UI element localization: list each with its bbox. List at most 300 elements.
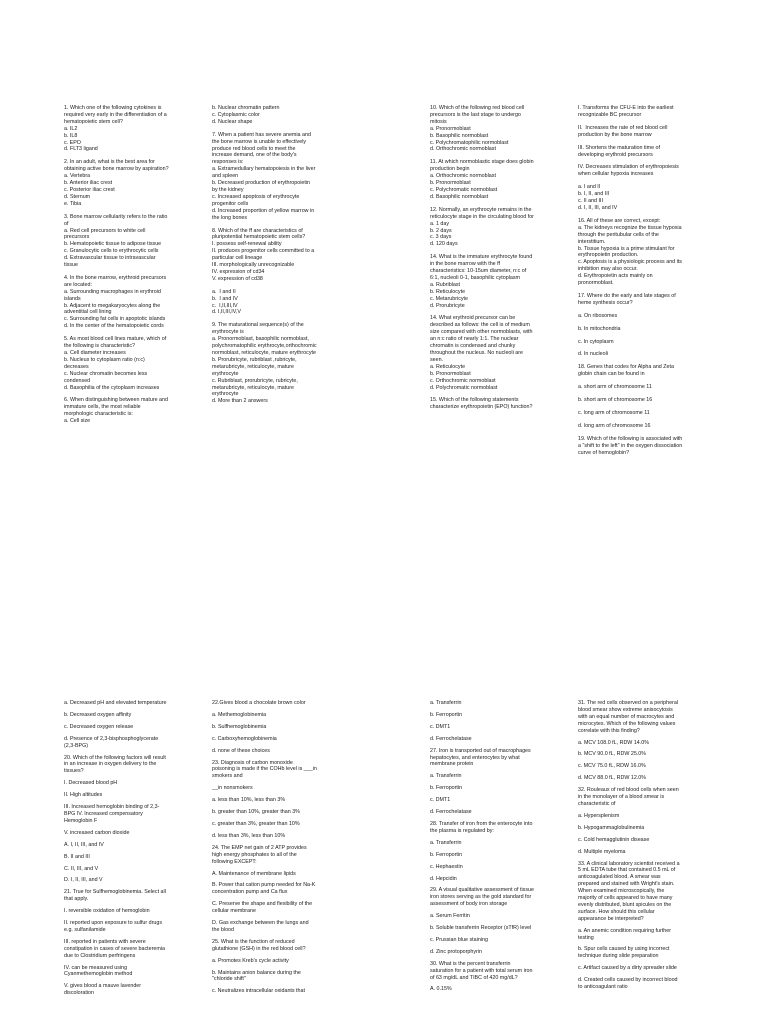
text-line: V. expression of cd38 (212, 275, 263, 282)
text-line: a. Surrounding macrophages in erythroid (64, 288, 161, 295)
text-line: immature cells, the most reliable (64, 404, 141, 411)
text-line: hematopoietic stem cell? (64, 118, 123, 125)
text-line: developing erythroid precursors (578, 151, 653, 158)
top-column-2 (212, 105, 372, 411)
question-block (430, 700, 580, 707)
text-line: b. short arm of chromosome 16 (578, 397, 653, 404)
text-line: a. Transferrin (430, 839, 462, 846)
text-line: 10. Which of the following red blood cell (430, 105, 525, 111)
text-line: c. Orthochromic normoblast (430, 377, 496, 384)
text-line: correlate with this finding? (578, 727, 640, 734)
text-line: a. An anemic condition requiring further (578, 927, 671, 934)
text-line: inhibition may also occur. (578, 266, 638, 273)
text-line: heme synthesis occur? (578, 299, 633, 306)
question-block (430, 961, 580, 982)
question-block (212, 105, 372, 126)
text-line: erythrocyte (212, 391, 239, 398)
text-line: d. MCV 88.0 fL, RDW 12.0% (578, 775, 647, 782)
text-line: adventitial cell lining (64, 309, 112, 316)
bottom-column-4 (578, 700, 738, 996)
text-line: d. Nuclear shape (212, 118, 253, 125)
text-line: BPG IV. Increased compensatory (64, 810, 143, 817)
question-block (578, 293, 738, 307)
question-block (578, 436, 738, 457)
text-line: 5. As most blood cell lines mature, which of (64, 336, 167, 343)
question-block (578, 825, 738, 832)
text-line: d. Created cells caused by incorrect blood (578, 977, 678, 984)
text-line: c. Hephaestin (430, 863, 463, 870)
text-line: d. Sternum (64, 193, 91, 200)
text-line: III. Shortens the maturation time of (578, 144, 660, 151)
text-line: a. Cell size (64, 418, 91, 425)
text-line: a. Transferrin (430, 773, 462, 780)
text-line: 6:1, nucleoli 0-1, basophilic cytoplasm (430, 274, 521, 281)
question-block (64, 724, 214, 731)
text-line: B. II and III (64, 853, 90, 860)
question-block (430, 736, 580, 743)
text-line: 32. Rouleaux of red blood cells when seen (578, 787, 679, 794)
text-line: __in nonsmokers (212, 785, 253, 792)
text-line: b. IL8 (64, 132, 78, 139)
question-block (64, 105, 214, 153)
text-line: due to Clostridium perfringens (64, 952, 136, 959)
question-block (64, 336, 214, 391)
text-line: prepared and stained with Wright's stain. (578, 881, 675, 888)
text-line: D. I, II, III, and V (64, 877, 103, 884)
text-line: a. Pronormoblast (430, 125, 471, 132)
text-line: b. Ferroportin (430, 711, 463, 718)
question-block (64, 712, 214, 719)
question-block (212, 748, 372, 755)
text-line: cellular membrane (212, 908, 256, 915)
question-block (64, 159, 214, 207)
text-line: reticulocyte stage in the circulating blood for (430, 213, 534, 220)
text-line: 30. What is the percent transferrin (430, 960, 511, 967)
top-column-1 (64, 105, 214, 431)
question-block (578, 384, 738, 391)
question-block (578, 164, 738, 178)
text-line: majority of cells appeared to have many (578, 895, 673, 902)
text-line: 6. When distinguishing between mature and (64, 397, 168, 404)
question-block (578, 105, 738, 119)
question-block (578, 351, 738, 358)
question-block (64, 866, 214, 873)
text-line: the plasma is regulated by: (430, 827, 494, 834)
text-line: d. Presence of 2,3-bisphosphoglycerate (64, 735, 159, 742)
question-block (578, 410, 738, 417)
text-line: c. Surrounding fat cells in apoptotic islands (64, 316, 166, 323)
question-block (64, 965, 214, 979)
bottom-column-3 (430, 700, 580, 998)
bottom-column-2 (212, 700, 372, 1000)
text-line: 31. The red cells observed on a peripheral (578, 700, 679, 706)
text-line: b. Nucleus to cytoplasm ratio (n:c) (64, 356, 145, 363)
text-line: "chloride shift" (212, 976, 246, 983)
text-line: 8. Which of the ff are characteristics of (212, 227, 303, 234)
text-line: 24. The EMP net gain of 2 ATP provides (212, 844, 307, 851)
text-line: c. greater than 3%, greater than 10% (212, 820, 300, 827)
question-block (430, 254, 580, 309)
text-line: following EXCEPT: (212, 858, 257, 865)
text-line: tissue (64, 262, 78, 269)
text-line: through the peritubular cells of the (578, 231, 659, 238)
question-block (212, 228, 372, 283)
question-block (430, 809, 580, 816)
question-block (64, 920, 214, 934)
text-line: d. I,II,III,IV,V (212, 309, 241, 316)
text-line: a. MCV 108.0 fL, RDW 14.0% (578, 739, 649, 746)
text-line: 12. Normally, an erythrocyte remains in the (430, 206, 532, 213)
text-line: b. Tissue hypoxia is a prime stimulant for (578, 245, 675, 252)
text-line: c. Granulocytic cells to erythrocytic cells (64, 248, 159, 255)
question-block (212, 970, 372, 984)
text-line: discoloration (64, 990, 95, 997)
text-line: d. Ferrochelatase (430, 735, 472, 742)
text-line: curve of hemoglobin? (578, 449, 630, 456)
text-line: a. Serum Ferritin (430, 913, 470, 920)
text-line: iron stores serving as the gold standard for (430, 894, 532, 901)
question-block (212, 833, 372, 840)
text-line: 7. When a patient has severe anemia and (212, 131, 311, 138)
text-line: seen. (430, 356, 444, 363)
question-block (578, 125, 738, 139)
text-line: b. Basophilic normoblast (430, 132, 489, 139)
question-block (578, 751, 738, 758)
question-block (578, 218, 738, 287)
text-line: 23. Diagnosis of carbon monoxide (212, 759, 293, 766)
text-line: hepatocytes, and enterocytes by what (430, 754, 520, 761)
question-block (64, 877, 214, 884)
question-block (430, 712, 580, 719)
text-line: a. Vertebra (64, 173, 91, 180)
text-line: d. Zinc protoporphyrin (430, 948, 482, 955)
text-line: c. Cold hemagglutinin disease (578, 836, 650, 843)
text-line: II. High altitudes (64, 792, 103, 799)
text-line: 15. Which of the following statements (430, 397, 519, 404)
text-line: pronormoblast. (578, 280, 614, 287)
text-line: erythropoietin production. (578, 252, 639, 259)
text-line: b. In mitochondria (578, 325, 621, 332)
text-line: and spleen (212, 173, 239, 180)
text-line: a. Rubriblast (430, 281, 460, 288)
text-line: 5 mL EDTA tube that contained 0.5 mL of (578, 867, 676, 874)
question-block (430, 785, 580, 792)
question-block (64, 854, 214, 861)
text-line: b. I, II, and III (578, 191, 610, 198)
question-block (212, 700, 372, 707)
text-line: a. Promotes Kreb's cycle activity (212, 957, 289, 964)
text-line: b. Hematopoietic tissue to adipose tissue (64, 241, 162, 248)
text-line: membrane protein (430, 761, 474, 768)
question-block (64, 275, 214, 330)
text-line: a. 1 day (430, 220, 450, 227)
text-line: a. short arm of chromosome 11 (578, 384, 652, 391)
text-line: anticoagulated blood. A smear was (578, 874, 661, 881)
question-block (212, 289, 372, 317)
text-line: 14. What is the immature erythrocyte found (430, 254, 533, 261)
text-line: pluripotential hematopoietic stem cells? (212, 234, 306, 241)
text-line: b. Pronormoblast (430, 180, 471, 187)
text-line: 16. All of these are correct, except: (578, 217, 661, 224)
text-line: concentration pump and Ca flux (212, 889, 288, 896)
text-line: by the kidney (212, 186, 244, 193)
text-line: (2,3-BPG) (64, 742, 89, 749)
text-line: mitosis (430, 118, 447, 125)
question-block (64, 842, 214, 849)
text-line: b. Decreased oxygen affinity (64, 711, 132, 718)
text-line: a. The kidneys recognize the tissue hypoxia (578, 224, 682, 231)
text-line: condensed (64, 377, 91, 384)
question-block (578, 763, 738, 770)
text-line: 28. Transfer of iron from the enterocyte into (430, 820, 533, 827)
question-block (578, 928, 738, 942)
text-line: precursors is the last stage to undergo (430, 111, 521, 118)
text-line: the long bones (212, 214, 248, 221)
text-line: 19. Which of the following is associated with (578, 435, 683, 442)
text-line: blood smear show extreme anisocytosis (578, 706, 673, 713)
question-block (578, 813, 738, 820)
text-line: 3. Bone marrow cellularity refers to the ratio (64, 213, 168, 220)
text-line: technique during slide preparation (578, 953, 659, 960)
text-line: to anticoagulant ratio (578, 984, 628, 991)
question-block (430, 207, 580, 248)
question-block (212, 958, 372, 965)
question-block (430, 724, 580, 731)
question-block (430, 821, 580, 835)
text-line: a "shift to the left" in the oxygen dissociation (578, 442, 683, 449)
question-block (64, 939, 214, 960)
text-line: c. I,II,III,IV (212, 302, 238, 309)
question-block (578, 946, 738, 960)
question-block (430, 864, 580, 871)
text-line: a. Orthochromic normoblast (430, 173, 496, 180)
text-line: 22.Gives blood a chocolate brown color (212, 700, 306, 706)
question-block (430, 797, 580, 804)
text-line: d. Orthochromic normoblast (430, 146, 496, 153)
text-line: c. Artifact caused by a dirty spreader slide (578, 965, 677, 972)
text-line: 29. A visual qualitative assessment of tissue (430, 887, 534, 894)
text-line: 1. Which one of the following cytokines is (64, 105, 162, 111)
text-line: in the bone marrow with the ff (430, 261, 501, 268)
question-block (212, 736, 372, 743)
text-line: metarubricyte, reticulocyte, mature (212, 384, 294, 391)
text-line: b. greater than 10%, greater than 3% (212, 809, 300, 816)
text-line: b. Spur cells caused by using incorrect (578, 946, 670, 953)
text-line: 11. At which normoblastic stage does globin (430, 159, 534, 166)
text-line: b. Sulfhemoglobinemia (212, 723, 267, 730)
text-line: in an increase in oxygen delivery to the (64, 761, 157, 768)
text-line: A. 0.15% (430, 986, 452, 993)
question-block (64, 983, 214, 997)
question-block (212, 821, 372, 828)
text-line: I. Transforms the CFU-E into the earliest (578, 105, 674, 111)
text-line: A. I, II, III, and IV (64, 841, 104, 848)
text-line: glutathione (GSH) in the red blood cell? (212, 945, 306, 952)
text-line: 33. A clinical laboratory scientist received a (578, 860, 680, 867)
text-line: b. Hypogammaglobulinemia (578, 824, 645, 831)
text-line: II. Increases the rate of red blood cell (578, 124, 668, 131)
question-block (430, 105, 580, 153)
question-block (212, 939, 372, 953)
question-block (430, 925, 580, 932)
text-line: particular cell lineage (212, 255, 263, 262)
text-line: a. Transferrin (430, 700, 462, 706)
text-line: islands (64, 295, 81, 302)
text-line: smokers and (212, 773, 243, 780)
text-line: 17. Where do the early and late stages of (578, 292, 676, 299)
text-line: d. Ferrochelatase (430, 809, 472, 816)
text-line: B. Power that cation pump needed for Na-K (212, 882, 316, 889)
text-line: of 63 mg/dL and TIBC of 420 mg/dL? (430, 974, 518, 981)
text-line: c. Increased apoptosis of erythrocyte (212, 193, 300, 200)
text-line: C. II, III, and V (64, 865, 99, 872)
text-line: precursors (64, 234, 90, 241)
text-line: 2. In an adult, what is the best area for (64, 159, 155, 166)
text-line: 14. What erythroid precursor can be (430, 315, 516, 322)
text-line: decreases (64, 363, 89, 370)
question-block (578, 700, 738, 735)
text-line: c. MCV 75.0 fL, RDW 16.0% (578, 763, 646, 770)
question-block (430, 949, 580, 956)
text-line: c. long arm of chromosome 11 (578, 410, 650, 416)
text-line: b. I and IV (212, 295, 238, 302)
text-line: a. I and II (212, 288, 236, 295)
text-line: of (64, 220, 69, 227)
text-line: 20. Which of the following factors will result (64, 754, 166, 761)
question-block (578, 861, 738, 923)
text-line: are located: (64, 281, 92, 288)
text-line: produce red blood cells to meet the (212, 145, 296, 152)
text-line: responses is: (212, 159, 244, 166)
text-line: 18. Genes that codes for Alpha and Zeta (578, 364, 674, 371)
text-line: III. Increased hemoglobin binding of 2,3- (64, 804, 160, 811)
question-block (430, 937, 580, 944)
text-line: a. I and II (578, 184, 601, 191)
text-line: 27. Iron is transported out of macrophages (430, 747, 531, 754)
text-line: b. Prorubricyte, rubriblast ,rubricyte, (212, 356, 297, 363)
text-line: d. long arm of chromosome 16 (578, 422, 651, 429)
text-line: 4. In the bone marrow, erythroid precursors (64, 274, 167, 281)
text-line: normoblast, reticulocyte, mature erythrocyte (212, 350, 316, 356)
text-line: recognizable BC precursor (578, 111, 642, 118)
text-line: c. Posterior iliac crest (64, 186, 115, 193)
text-line: a. On ribosomes (578, 312, 618, 319)
question-block (430, 748, 580, 769)
text-line: evenly distributed, blunt spicules on the (578, 901, 672, 908)
text-line: c. DMT1 (430, 797, 451, 804)
text-line: c. EPO (64, 139, 81, 146)
text-line: d. In nucleoli (578, 351, 609, 358)
text-line: a. less than 10%, less than 3% (212, 797, 286, 804)
text-line: poisoning is made if the COHb level is ___in (212, 766, 317, 773)
question-block (578, 849, 738, 856)
question-block (212, 882, 372, 896)
text-line: throughout the nucleus. No nucleoli are (430, 350, 523, 356)
question-block (430, 397, 580, 411)
question-block (578, 184, 738, 212)
text-line: production by the bone marrow (578, 131, 652, 138)
question-block (212, 797, 372, 804)
text-line: in the monolayer of a blood smear is (578, 794, 665, 801)
question-block (212, 322, 372, 405)
text-line: I. Decreased blood pH (64, 780, 118, 787)
text-line: A. Maintenance of membrane lipids (212, 870, 296, 877)
question-block (430, 773, 580, 780)
text-line: b. MCV 90.0 fL, RDW 25.0% (578, 751, 647, 758)
text-line: b. Decreased production of erythropoietin (212, 180, 311, 187)
text-line: a. Decreased pH and elevated temperature (64, 700, 167, 706)
question-block (212, 871, 372, 878)
text-line: interstitium. (578, 238, 606, 245)
text-line: a. Cell diameter increases (64, 350, 126, 356)
question-block (64, 889, 214, 903)
question-block (212, 901, 372, 915)
text-line: 25. What is the function of reduced (212, 938, 295, 945)
text-line: a. Extramedullary hematopoiesis in the liver (212, 166, 316, 173)
text-line: d. none of these choices (212, 747, 270, 754)
question-block (64, 792, 214, 799)
text-line: Cyanmethemoglobin method (64, 971, 133, 978)
text-line: D. Gas exchange between the lungs and (212, 920, 309, 927)
text-line: IV. can be measured using (64, 964, 128, 971)
text-line: c. In cytoplasm (578, 338, 614, 345)
text-line: e.g. sulfanilamide (64, 926, 106, 933)
text-line: with an equal number of macrocytes and (578, 713, 675, 720)
text-line: chromatin is condensed and chunky (430, 343, 516, 350)
question-block (578, 339, 738, 346)
text-line: d. Basophilic normoblast (430, 193, 489, 200)
text-line: metarubricyte, reticulocyte, mature (212, 363, 294, 370)
text-line: morphologic characteristic is: (64, 411, 133, 418)
text-line: II. reported upon exposure to sulfur drugs (64, 920, 163, 927)
text-line: required very early in the differentiation of a (64, 111, 167, 118)
text-line: III. reported in patients with severe (64, 938, 146, 945)
question-block (212, 845, 372, 866)
text-line: d. Multiple myeloma (578, 848, 626, 855)
question-block (430, 887, 580, 908)
text-line: obtaining active bone marrow by aspiration? (64, 166, 169, 173)
text-line: d. Hepcidin (430, 875, 457, 882)
text-line: II. produces progenitor cells committed to a (212, 248, 315, 255)
question-block (212, 760, 372, 781)
question-block (578, 977, 738, 991)
question-block (578, 326, 738, 333)
question-block (430, 840, 580, 847)
text-line: b. Ferroportin (430, 851, 463, 858)
question-block (212, 920, 372, 934)
question-block (578, 423, 738, 430)
question-block (578, 145, 738, 159)
text-line: size compared with other normoblasts, with (430, 329, 533, 336)
text-line: d. 120 days (430, 241, 458, 248)
text-line: V. gives blood a mauve lavender (64, 983, 142, 990)
text-line: that apply. (64, 896, 89, 903)
text-line: c. Decreased oxygen release (64, 723, 134, 730)
text-line: testing (578, 934, 594, 941)
text-line: a. Reticulocyte (430, 363, 466, 370)
text-line: V. increased carbon dioxide (64, 829, 130, 836)
question-block (430, 913, 580, 920)
question-block (64, 736, 214, 750)
text-line: d. More than 2 answers (212, 398, 268, 405)
text-line: d. Polychromatic normoblast (430, 384, 498, 391)
question-block (64, 700, 214, 707)
text-line: d. Erythropoietin acts mainly on (578, 273, 653, 280)
text-line: b. 2 days (430, 227, 452, 234)
question-block (430, 315, 580, 391)
text-line: c. Nuclear chromatin becomes less (64, 370, 148, 377)
text-line: progenitor cells (212, 200, 249, 207)
